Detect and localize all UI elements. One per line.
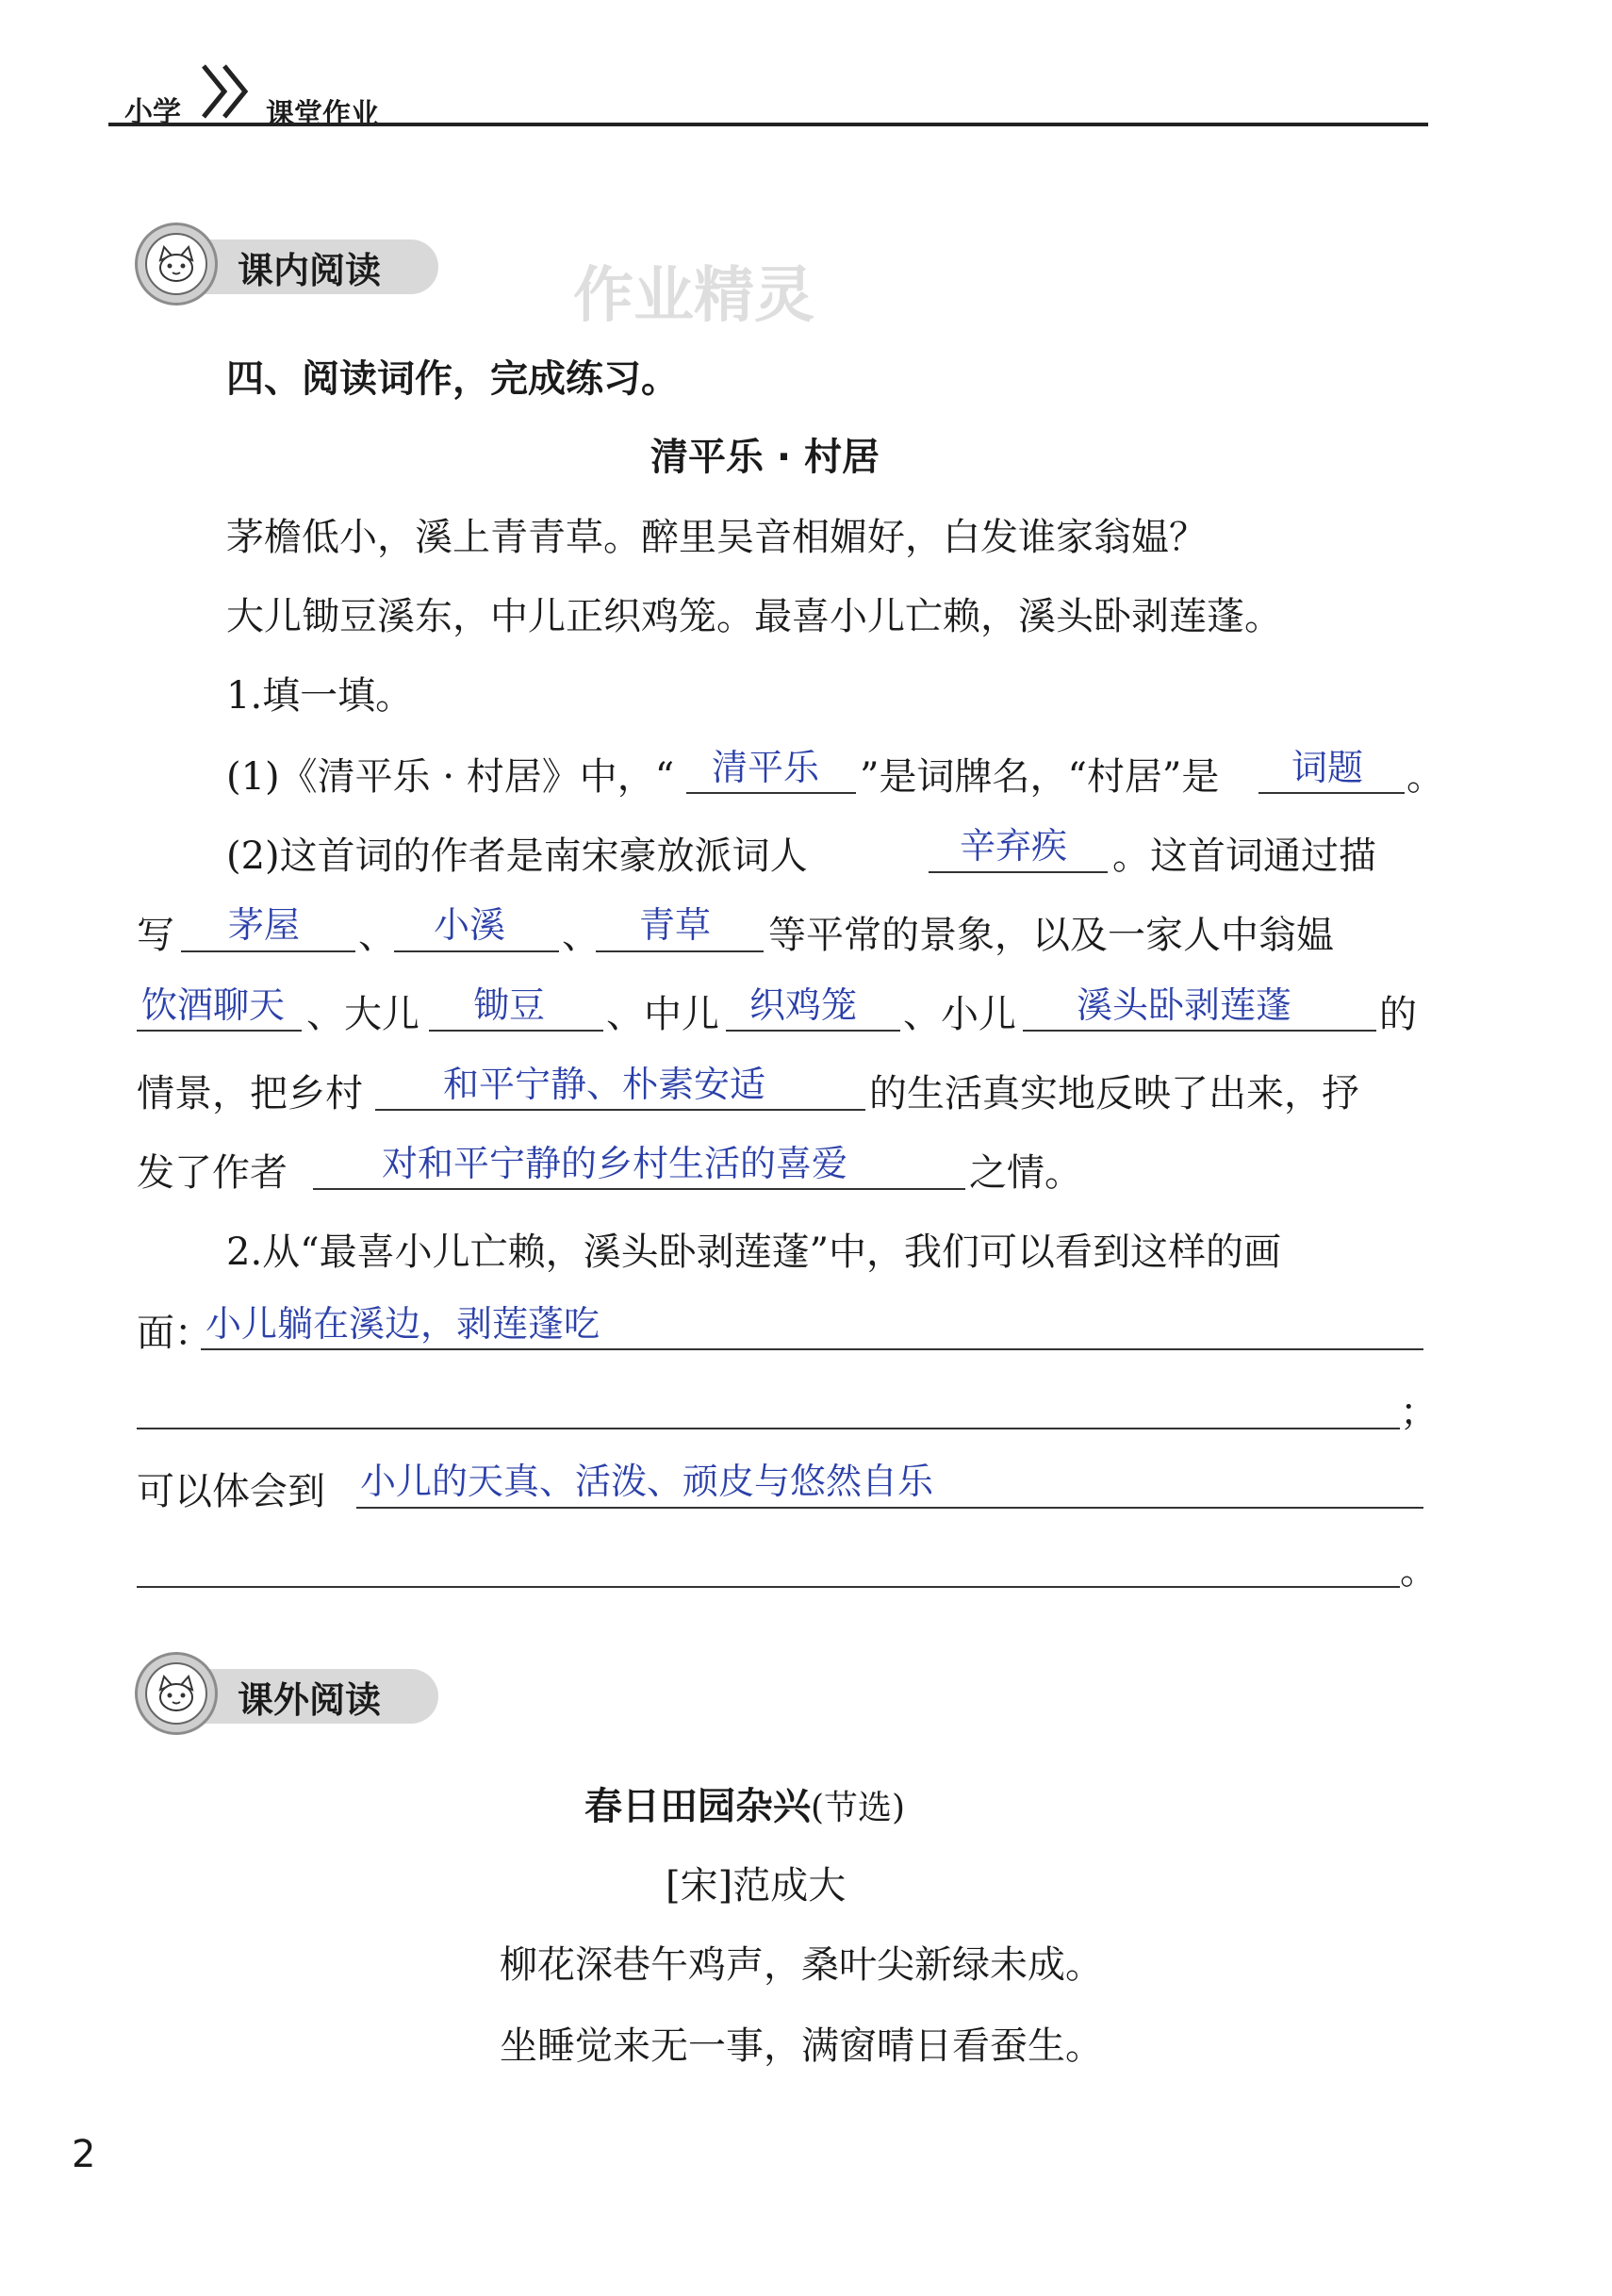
fill-text: 、 <box>358 914 396 957</box>
poem-line: 大儿锄豆溪东，中儿正织鸡笼。最喜小儿亡赖，溪头卧剥莲蓬。 <box>226 595 1282 638</box>
answer-text: 辛弃疾 <box>960 825 1068 867</box>
answer-text: 饮酒聊天 <box>141 984 286 1026</box>
answer-text: 对和平宁静的乡村生活的喜爱 <box>382 1143 848 1184</box>
answer-text: 小儿的天真、活泼、顽皮与悠然自乐 <box>360 1461 934 1502</box>
answer-blank <box>137 1586 1400 1588</box>
answer-blank <box>201 1348 1423 1350</box>
answer-text: 小儿躺在溪边，剥莲蓬吃 <box>206 1303 600 1345</box>
fill-text: 等平常的景象，以及一家人中翁媪 <box>768 914 1334 957</box>
fill-text: (2)这首词的作者是南宋豪放派词人 <box>226 834 808 878</box>
answer-blank <box>137 1030 302 1032</box>
answer-blank <box>686 792 856 794</box>
fill-text: 的 <box>1379 993 1417 1036</box>
fill-text: 可以体会到 <box>137 1470 325 1513</box>
answer-text: 织鸡笼 <box>749 984 858 1026</box>
poem-line: 茅檐低小，溪上青青草。醉里吴音相媚好，白发谁家翁媪？ <box>226 516 1207 559</box>
fill-text: ”是词牌名，“村居”是 <box>860 755 1220 799</box>
poem-note: (节选) <box>811 1789 906 1827</box>
header-level: 小学 <box>124 96 181 129</box>
poem-title: 春日田园杂兴 <box>584 1785 811 1828</box>
poem-author: [宋]范成大 <box>666 1864 847 1908</box>
section-label: 课外阅读 <box>238 1678 382 1721</box>
fill-text: 面： <box>137 1312 212 1355</box>
fill-text: 、中儿 <box>606 993 719 1036</box>
answer-blank <box>313 1188 965 1190</box>
fill-text: 。 <box>1406 755 1444 799</box>
fill-text: (1)《清平乐 · 村居》中，“ <box>226 755 675 799</box>
fill-text: 。 <box>1400 1549 1438 1593</box>
poem-title: 清平乐 · 村居 <box>650 436 880 479</box>
answer-blank <box>375 1109 865 1111</box>
poem-title-block <box>584 1776 905 1830</box>
answer-text: 清平乐 <box>712 747 820 788</box>
page-number: 2 <box>72 2133 96 2176</box>
question-title: 四、阅读词作，完成练习。 <box>226 357 679 401</box>
cat-icon <box>135 223 218 306</box>
answer-text: 小溪 <box>434 904 506 946</box>
answer-text: 锄豆 <box>473 984 546 1026</box>
answer-blank <box>394 950 559 952</box>
watermark: 作业精灵 <box>573 261 814 331</box>
header-series: 课堂作业 <box>266 98 379 131</box>
fill-text: 情景，把乡村 <box>137 1072 363 1115</box>
answer-blank <box>429 1030 603 1032</box>
fill-text: 、大儿 <box>306 993 419 1036</box>
fill-text: 、小儿 <box>903 993 1016 1036</box>
answer-blank <box>726 1030 900 1032</box>
fill-text: 、 <box>562 914 600 957</box>
poem-line: 柳花深巷午鸡声，桑叶尖新绿未成。 <box>500 1943 1103 1987</box>
fill-text: 。这首词通过描 <box>1112 834 1376 878</box>
answer-text: 茅屋 <box>228 904 301 946</box>
section-label: 课内阅读 <box>238 249 382 291</box>
fill-text: 发了作者 <box>137 1151 288 1195</box>
fill-text: 写 <box>137 914 174 957</box>
header-rule <box>108 123 1428 126</box>
answer-text: 和平宁静、朴素安适 <box>443 1064 766 1105</box>
question-prompt: 2.从“最喜小儿亡赖，溪头卧剥莲蓬”中，我们可以看到这样的画 <box>226 1231 1282 1274</box>
answer-blank <box>137 1428 1400 1429</box>
fill-text: 的生活真实地反映了出来，抒 <box>869 1072 1359 1115</box>
poem-line: 坐睡觉来无一事，满窗晴日看蚕生。 <box>500 2024 1103 2068</box>
answer-blank <box>596 950 764 952</box>
fill-text: ； <box>1400 1391 1438 1434</box>
answer-blank <box>929 871 1108 873</box>
double-chevron-icon <box>200 62 255 121</box>
exercise-heading: 1.填一填。 <box>226 674 414 718</box>
answer-blank <box>181 950 355 952</box>
answer-text: 溪头卧剥莲蓬 <box>1077 984 1292 1026</box>
cat-icon <box>135 1652 218 1735</box>
answer-blank <box>1023 1030 1376 1032</box>
answer-text: 青草 <box>639 904 712 946</box>
fill-text: 之情。 <box>969 1151 1082 1195</box>
answer-blank <box>1258 792 1405 794</box>
answer-text: 词题 <box>1291 747 1364 788</box>
answer-blank <box>356 1507 1423 1509</box>
